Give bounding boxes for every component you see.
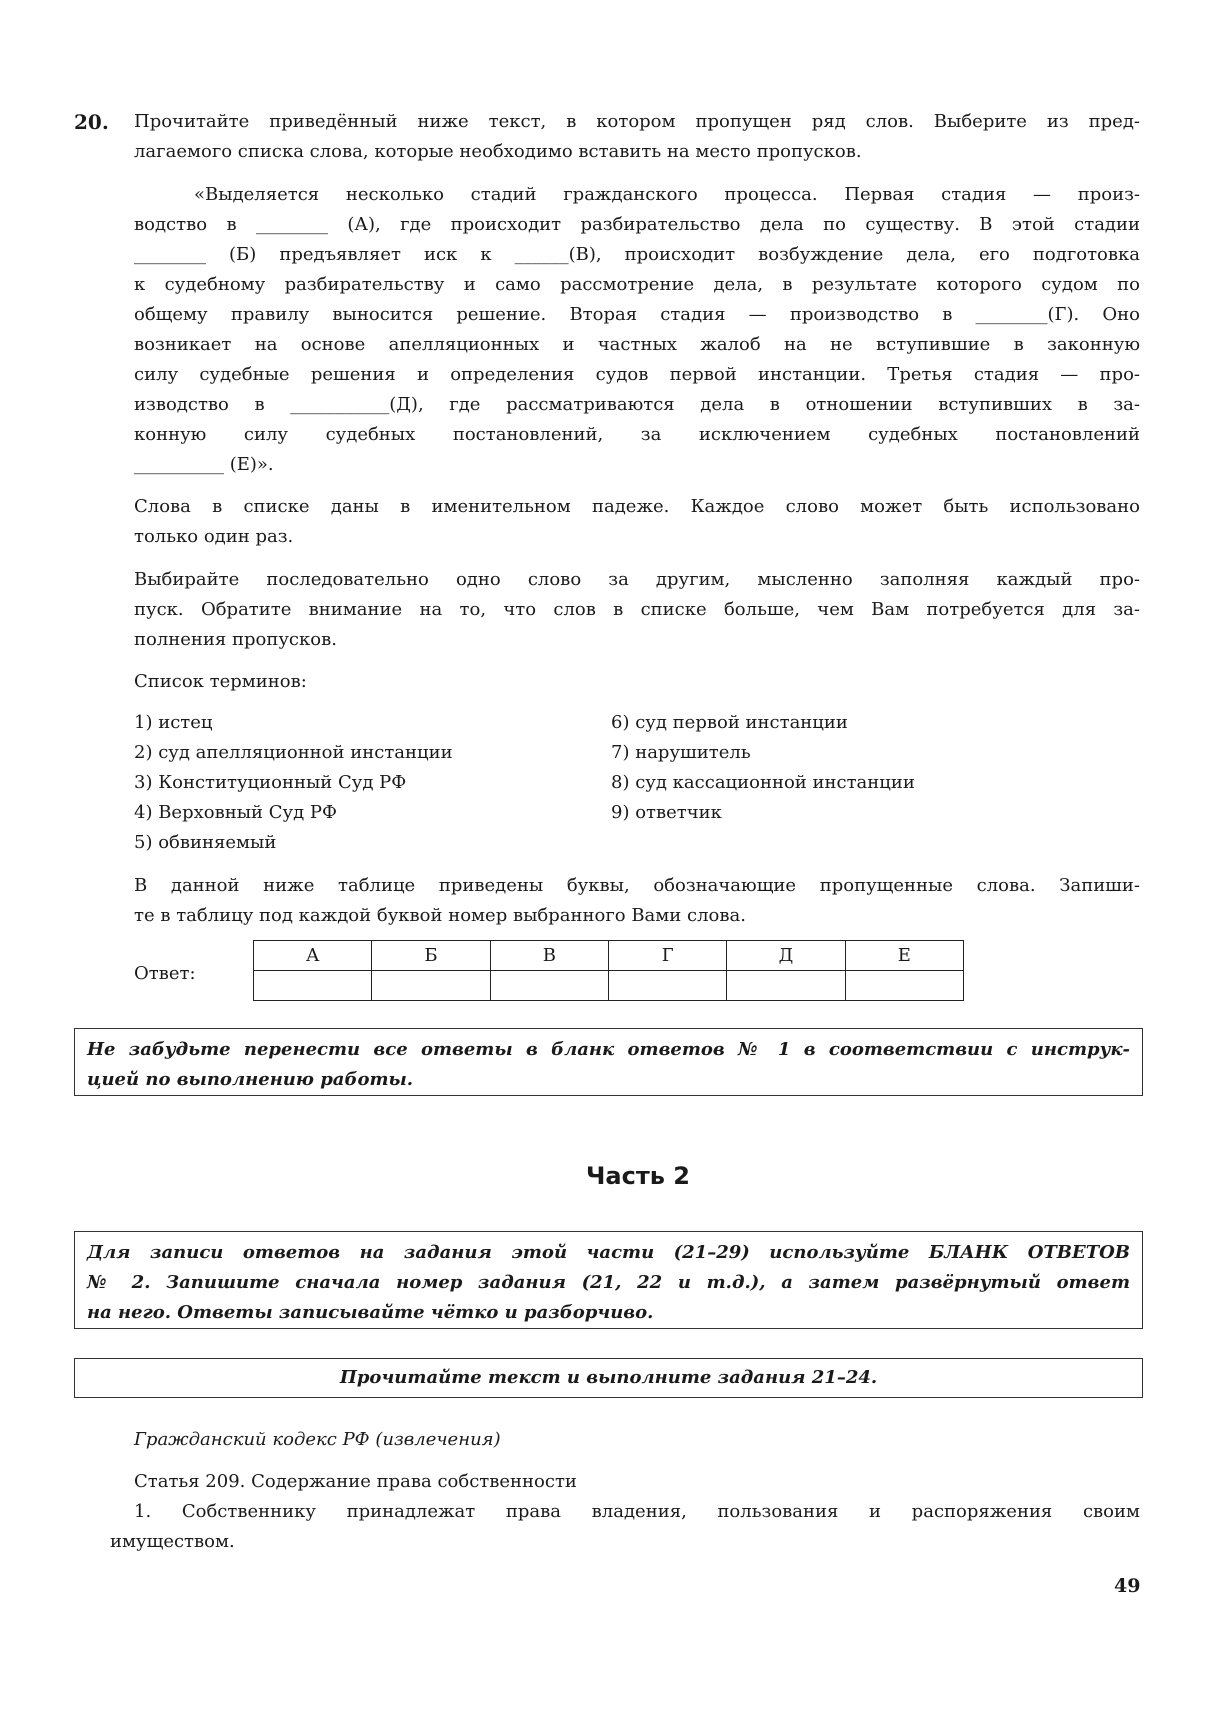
instruction-line: лагаемого списка слова, которые необходимо вставить на место пропусков. <box>134 141 862 162</box>
part2-instruction-line: на него. Ответы записывайте чётко и разборчиво. <box>87 1302 654 1323</box>
quote-line: водство в ________ (А), где происходит разбирательство дела по существу. В этой стадии <box>134 214 1140 235</box>
answer-letter: Е <box>845 941 963 971</box>
read-task-text: Прочитайте текст и выполните задания 21–24. <box>339 1367 878 1388</box>
choose-line: Выбирайте последовательно одно слово за другим, мысленно заполняя каждый про- <box>134 569 1140 590</box>
answer-cell[interactable] <box>254 971 372 1001</box>
table-instruction-line: В данной ниже таблице приведены буквы, обозначающие пропущенные слова. Запиши- <box>134 875 1140 896</box>
answer-letter: Г <box>608 941 726 971</box>
choose-line: пуск. Обратите внимание на то, что слов в списке больше, чем Вам потребуется для за- <box>134 599 1140 620</box>
quote-line: конную силу судебных постановлений, за исключением судебных постановлений <box>134 424 1140 445</box>
quote-line: «Выделяется несколько стадий гражданского процесса. Первая стадия — произ- <box>194 184 1140 205</box>
term-item: 3) Конституционный Суд РФ <box>134 772 407 793</box>
term-item: 6) суд первой инстанции <box>611 712 848 733</box>
read-task-box <box>74 1358 1143 1398</box>
question-number: 20. <box>74 110 109 134</box>
answer-letter: Б <box>372 941 490 971</box>
quote-line: __________ (Е)». <box>134 454 274 475</box>
note-line: только один раз. <box>134 526 294 547</box>
term-item: 9) ответчик <box>611 802 722 823</box>
part2-title: Часть 2 <box>586 1162 690 1190</box>
term-item: 2) суд апелляционной инстанции <box>134 742 453 763</box>
note-line: Слова в списке даны в именительном падеже. Каждое слово может быть использовано <box>134 496 1140 517</box>
quote-line: к судебному разбирательству и само рассмотрение дела, в результате которого судом по <box>134 274 1140 295</box>
part2-instruction-line: Для записи ответов на задания этой части (21–29) используйте БЛАНК ОТВЕТОВ <box>87 1242 1130 1263</box>
reminder-box <box>74 1028 1143 1096</box>
answer-cell[interactable] <box>727 971 845 1001</box>
quote-line: силу судебные решения и определения судов первой инстанции. Третья стадия — про- <box>134 364 1140 385</box>
term-item: 7) нарушитель <box>611 742 751 763</box>
term-item: 8) суд кассационной инстанции <box>611 772 915 793</box>
reminder-line: цией по выполнению работы. <box>87 1069 414 1090</box>
quote-line: изводство в ___________(Д), где рассматриваются дела в отношении вступивших в за- <box>134 394 1140 415</box>
choose-line: полнения пропусков. <box>134 629 337 650</box>
page-number: 49 <box>1114 1575 1141 1597</box>
answer-cell[interactable] <box>372 971 490 1001</box>
reminder-line: Не забудьте перенести все ответы в бланк ответов № 1 в соответствии с инструк- <box>87 1039 1130 1060</box>
answer-letter: В <box>490 941 608 971</box>
terms-title: Список терминов: <box>134 671 307 692</box>
answer-letter: Д <box>727 941 845 971</box>
quote-line: ________ (Б) предъявляет иск к ______(В), происходит возбуждение дела, его подготовка <box>134 244 1140 265</box>
term-item: 4) Верховный Суд РФ <box>134 802 337 823</box>
term-item: 5) обвиняемый <box>134 832 277 853</box>
answer-cell[interactable] <box>490 971 608 1001</box>
answer-label: Ответ: <box>134 963 196 984</box>
source-title: Гражданский кодекс РФ (извлечения) <box>134 1429 501 1450</box>
quote-line: возникает на основе апелляционных и частных жалоб на не вступившие в законную <box>134 334 1140 355</box>
answer-table <box>253 940 964 1001</box>
article-title: Статья 209. Содержание права собственности <box>134 1471 577 1492</box>
table-instruction-line: те в таблицу под каждой буквой номер выбранного Вами слова. <box>134 905 746 926</box>
terms-list-left <box>134 711 453 861</box>
instruction-line: Прочитайте приведённый ниже текст, в котором пропущен ряд слов. Выберите из пред- <box>134 111 1140 132</box>
article-line: имуществом. <box>110 1531 235 1552</box>
article-line: 1. Собственнику принадлежат права владения, пользования и распоряжения своим <box>134 1501 1140 1522</box>
answer-cell[interactable] <box>608 971 726 1001</box>
answer-cell[interactable] <box>845 971 963 1001</box>
terms-list-right <box>611 711 915 831</box>
part2-instruction-box <box>74 1231 1143 1329</box>
quote-line: общему правилу выносится решение. Вторая стадия — производство в ________(Г). Оно <box>134 304 1140 325</box>
term-item: 1) истец <box>134 712 213 733</box>
part2-instruction-line: № 2. Запишите сначала номер задания (21, 22 и т.д.), а затем развёрнутый ответ <box>87 1272 1130 1293</box>
answer-letter: А <box>254 941 372 971</box>
